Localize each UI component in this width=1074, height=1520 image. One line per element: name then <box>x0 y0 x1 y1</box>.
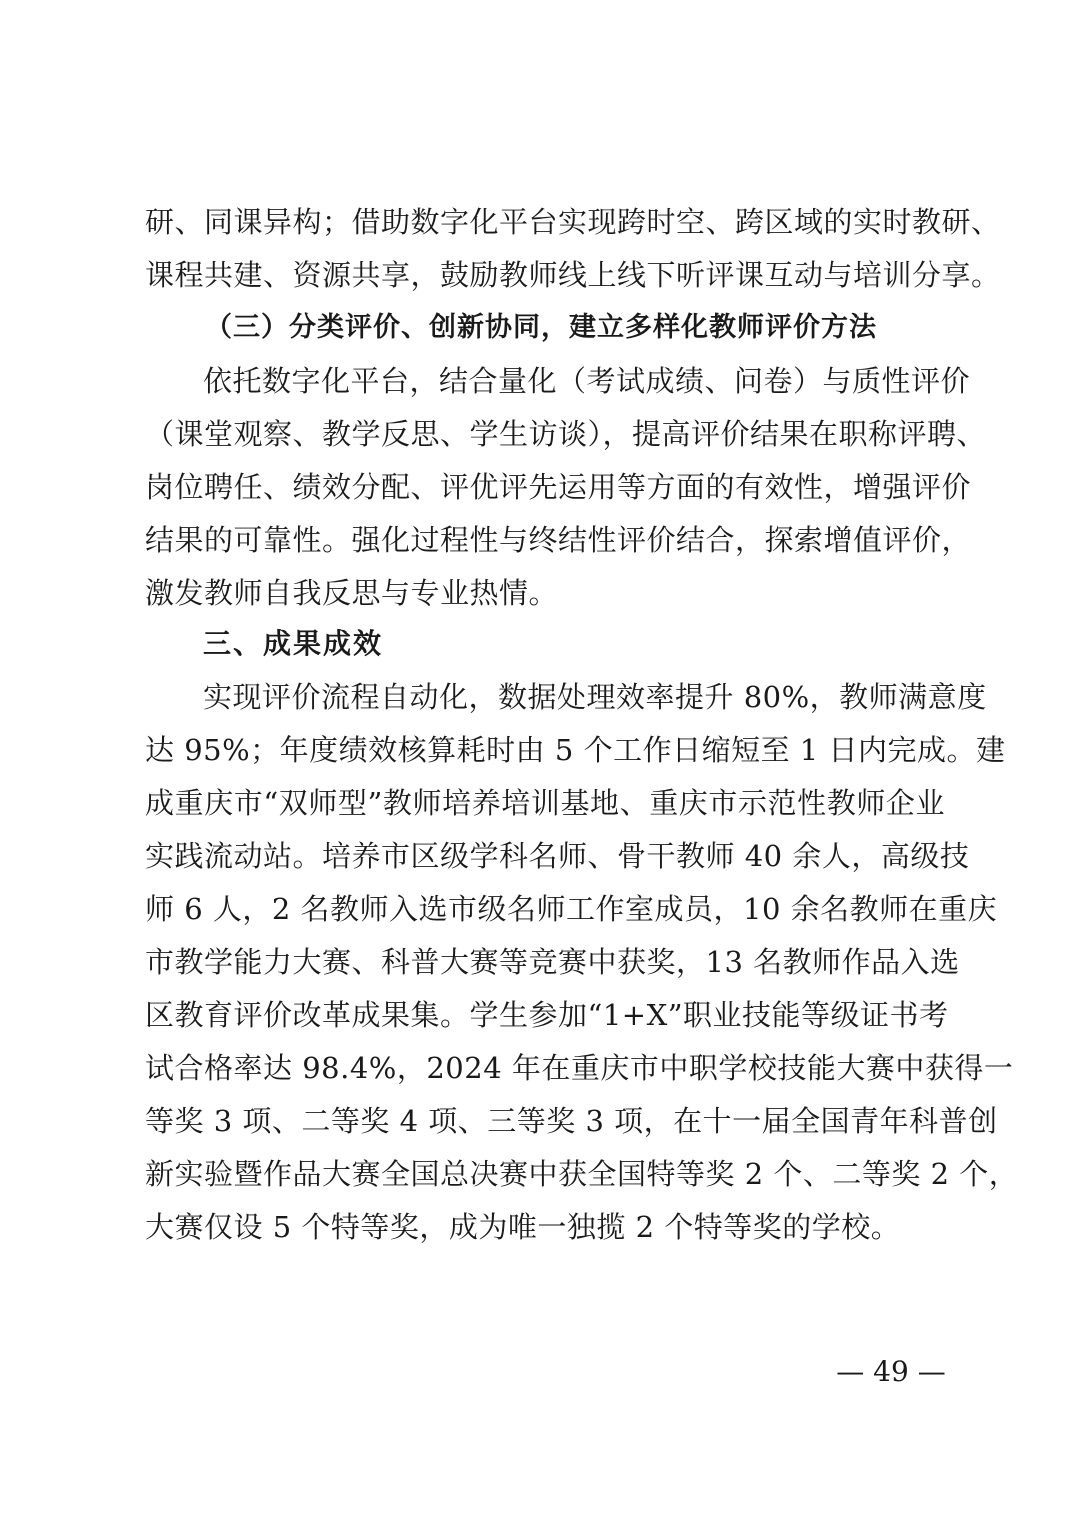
subheading: （三）分类评价、创新协同，建立多样化教师评价方法 <box>205 312 877 343</box>
body-text-line: （课堂观察、教学反思、学生访谈），提高评价结果在职称评聘、 <box>145 417 987 451</box>
body-text-line: 区教育评价改革成果集。学生参加“1+X”职业技能等级证书考 <box>145 998 949 1032</box>
page-number: — 49 — <box>836 1355 946 1388</box>
body-text-line: 实践流动站。培养市区级学科名师、骨干教师 40 余人，高级技 <box>145 839 970 873</box>
body-text-line: 达 95%；年度绩效核算耗时由 5 个工作日缩短至 1 日内完成。建 <box>145 733 1006 767</box>
body-text-line: 岗位聘任、绩效分配、评优评先运用等方面的有效性，增强评价 <box>145 470 972 504</box>
body-text-line: 研、同课异构；借助数字化平台实现跨时空、跨区域的实时教研、 <box>145 205 1001 239</box>
body-text-line: 激发教师自我反思与专业热情。 <box>145 576 559 610</box>
body-text-line: 试合格率达 98.4%，2024 年在重庆市中职学校技能大赛中获得一 <box>145 1051 1014 1085</box>
body-text-line: 市教学能力大赛、科普大赛等竞赛中获奖，13 名教师作品入选 <box>145 945 960 979</box>
body-text-line: 依托数字化平台，结合量化（考试成绩、问卷）与质性评价 <box>203 364 971 398</box>
body-text-line: 成重庆市“双师型”教师培养培训基地、重庆市示范性教师企业 <box>145 786 945 820</box>
body-text-line: 师 6 人，2 名教师入选市级名师工作室成员，10 余名教师在重庆 <box>145 892 998 926</box>
section-heading: 三、成果成效 <box>203 627 384 660</box>
body-text-line: 实现评价流程自动化，数据处理效率提升 80%，教师满意度 <box>203 680 987 714</box>
body-text-line: 课程共建、资源共享，鼓励教师线上线下听评课互动与培训分享。 <box>145 258 1001 292</box>
body-text-line: 等奖 3 项、二等奖 4 项、三等奖 3 项，在十一届全国青年科普创 <box>145 1104 998 1138</box>
body-text-line: 新实验暨作品大赛全国总决赛中获全国特等奖 2 个、二等奖 2 个， <box>145 1157 1019 1191</box>
body-text-line: 大赛仅设 5 个特等奖，成为唯一独揽 2 个特等奖的学校。 <box>145 1210 901 1244</box>
body-text-line: 结果的可靠性。强化过程性与终结性评价结合，探索增值评价， <box>145 523 972 557</box>
